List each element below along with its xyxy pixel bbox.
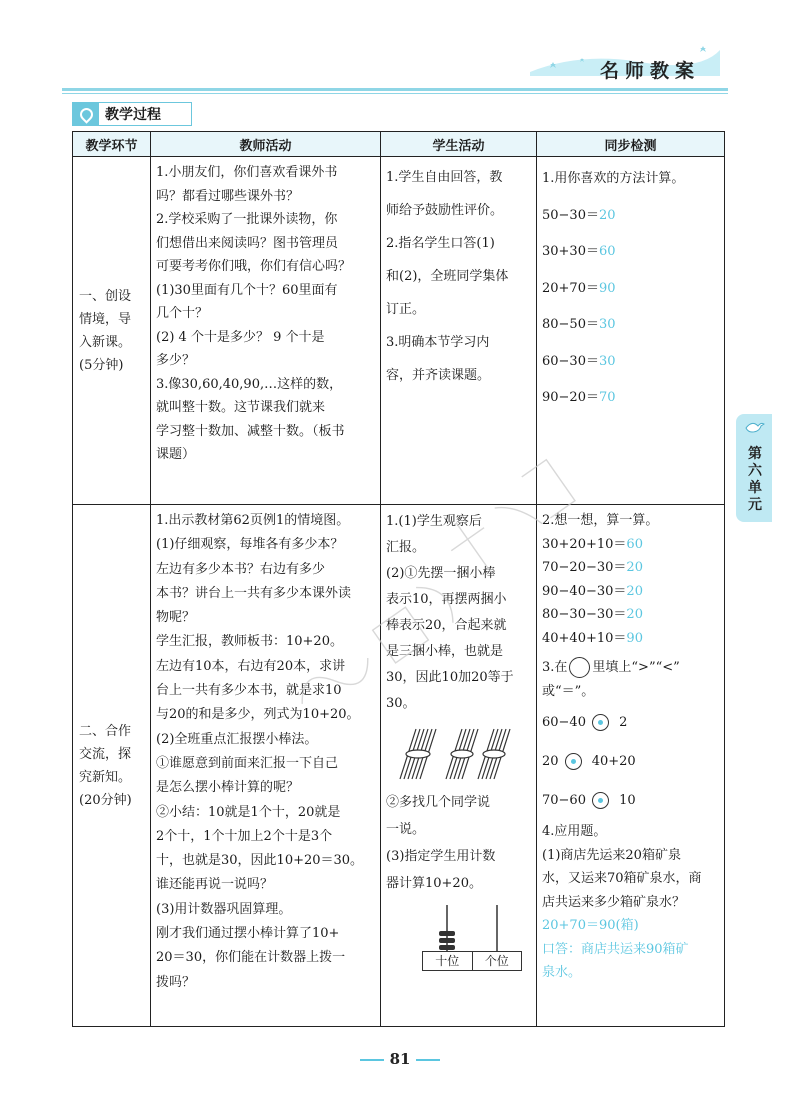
word-problem-title: 4.应用题。: [542, 824, 607, 839]
answer-circle-icon: [592, 792, 609, 809]
stick-bundles-illustration: [388, 723, 528, 785]
header-phase: 教学环节: [73, 132, 151, 157]
location-pin-icon: [73, 103, 99, 125]
check-cell: [537, 157, 725, 505]
text-line: 师给予鼓励性评价。: [386, 203, 504, 218]
text-line: 和(2)，全班同学集体: [386, 269, 509, 284]
header-title: 名师教案: [600, 60, 701, 82]
phase-line: 二、合作: [79, 723, 132, 739]
table-header-row: [73, 132, 725, 157]
check-item: 80−50＝30: [542, 317, 616, 332]
text-line: 就叫整十数。这节课我们就来: [156, 400, 326, 415]
answer-text: 20: [626, 560, 643, 575]
phase-line: 究新知。: [79, 769, 132, 785]
text-line: ②多找几个同学说: [386, 795, 491, 810]
text-line: 学习整十数加、减整十数。（板书: [156, 423, 345, 439]
answer-text: 20: [626, 607, 643, 622]
text-line: (1)商店先运来20箱矿泉: [542, 847, 681, 863]
text-line: 学生汇报，教师板书：10+20。: [156, 634, 343, 650]
answer-text: 20: [598, 207, 616, 223]
phase-line: (5分钟): [79, 357, 124, 373]
footer-dash-right: [416, 1059, 440, 1061]
abacus-tens-label: 十位: [423, 952, 473, 970]
text-line: 物呢？: [156, 610, 196, 626]
text-line: 1.小朋友们，你们喜欢看课外书: [156, 165, 338, 180]
phase-line: (20分钟): [79, 792, 132, 808]
answer-text: 20+70＝90(箱): [542, 918, 639, 933]
abacus-rods: [422, 903, 522, 951]
phase-line: 入新课。: [79, 334, 132, 350]
compare-item: 60−40 2: [542, 715, 628, 730]
answer-text: 30: [598, 353, 616, 369]
text-line: (3)用计数器巩固算理。: [156, 901, 292, 917]
lesson-table: [72, 131, 725, 1027]
table-row: [73, 157, 725, 505]
text-line: 课题）: [156, 447, 196, 462]
check-item: 30+20+10＝60: [542, 536, 643, 552]
header-rule: [62, 88, 728, 91]
footer-dash-left: [360, 1059, 384, 1061]
text-line: 谁还能再说一说吗？: [156, 877, 274, 893]
answer-text: 60: [626, 536, 643, 552]
stick-bundle: [400, 729, 436, 779]
text-line: 20＝30，你们能在计数器上拨一: [156, 950, 346, 966]
text-line: 容，并齐读课题。: [386, 368, 491, 383]
bird-icon: [744, 418, 766, 434]
text-line: 本书？讲台上一共有多少本课外读: [156, 585, 352, 601]
compare-item: 70−60 10: [542, 793, 636, 808]
abacus: [422, 903, 522, 969]
answer-text: 90: [626, 630, 643, 646]
header-student: 学生活动: [381, 132, 537, 157]
check-item: 90−20＝70: [542, 390, 616, 405]
compare-item: 20 40+20: [542, 754, 636, 769]
text-line: 们想借出来阅读吗？图书管理员: [156, 235, 339, 251]
student-activity-cell: [381, 157, 537, 505]
abacus-ones-label: 个位: [484, 954, 509, 968]
check-item: 70−20−30＝20: [542, 560, 643, 575]
stick-bundle: [478, 729, 510, 779]
text-line: 与20的和是多少，列式为10+20。: [156, 707, 360, 723]
page-number: 81: [389, 1050, 411, 1068]
table-row: [73, 505, 725, 1027]
text-line: 30，因此10加20等于: [386, 670, 514, 685]
text-line: ①谁愿意到前面来汇报一下自己: [156, 755, 339, 771]
text-line: 刚才我们通过摆小棒计算了10+: [156, 926, 340, 942]
text-line: 棒表示20，合起来就: [386, 618, 507, 633]
text-line: 汇报。: [386, 540, 426, 555]
phase-cell: [73, 505, 151, 1027]
header-rule-thin: [62, 93, 728, 94]
answer-text: 60: [598, 244, 616, 259]
text-line: 一说。: [386, 822, 426, 837]
text-line: 拨吗？: [156, 974, 196, 990]
text-line: 订正。: [386, 302, 426, 317]
text-line: 3.明确本节学习内: [386, 335, 490, 350]
text-line: 器计算10+20。: [386, 876, 482, 891]
text-line: (2) 4 个十是多少？ 9 个十是: [156, 329, 325, 345]
text-line: 1.(1)学生观察后: [386, 514, 482, 529]
answer-text: 70: [598, 390, 616, 405]
text-line: 多少？: [156, 353, 196, 368]
check-item: 50−30＝20: [542, 207, 616, 223]
text-line: (3)指定学生用计数: [386, 849, 496, 864]
text-line: 是怎么摆小棒计算的呢？: [156, 780, 300, 796]
text-line: (1)30里面有几个十？60里面有: [156, 282, 338, 298]
text-line: (2)全班重点汇报摆小棒法。: [156, 731, 318, 747]
phase-cell: [73, 157, 151, 505]
check-cell: [537, 505, 725, 1027]
student-activity-cell: [381, 505, 537, 1027]
check-title: 1.用你喜欢的方法计算。: [542, 171, 685, 186]
stick-bundle: [446, 729, 478, 779]
text-line: (1)仔细观察，每堆各有多少本？: [156, 537, 344, 553]
text-line: 左边有10本，右边有20本，求讲: [156, 658, 346, 674]
text-line: 3.像30,60,40,90,…这样的数，: [156, 376, 343, 392]
text-line: 是三捆小棒，也就是: [386, 644, 504, 659]
text-line: 十，也就是30，因此10+20＝30。: [156, 853, 364, 869]
page-footer: [0, 1050, 800, 1068]
check-title: 2.想一想，算一算。: [542, 513, 659, 528]
text-line: 表示10，再摆两捆小: [386, 592, 507, 607]
phase-line: 交流，探: [79, 746, 132, 762]
answer-circle-icon: [592, 714, 609, 731]
text-line: 2.学校采购了一批课外读物，你: [156, 212, 338, 227]
check-item: 60−30＝30: [542, 353, 616, 369]
check-item: 30+30＝60: [542, 244, 616, 259]
text-line: (2)①先摆一捆小棒: [386, 566, 496, 581]
text-line: ②小结：10就是1个十，20就是: [156, 804, 341, 820]
text-line: 1.出示教材第62页例1的情境图。: [156, 513, 350, 528]
text-line: 1.学生自由回答，教: [386, 170, 503, 185]
phase-line: 一、创设: [79, 288, 132, 304]
unit-side-tab-text: 第六单元: [748, 446, 762, 513]
answer-text: 30: [598, 317, 616, 332]
circle-blank-icon: [569, 657, 590, 678]
text-line: 30。: [386, 696, 416, 711]
answer-circle-icon: [565, 753, 582, 770]
header-check: 同步检测: [537, 132, 725, 157]
teacher-activity-cell: [151, 505, 381, 1027]
text-line: 台上一共有多少本书，就是求10: [156, 683, 342, 699]
answer-text: 90: [598, 280, 616, 296]
text-line: 左边有多少本书？右边有多少: [156, 561, 326, 577]
text-line: 几个十？: [156, 306, 209, 321]
section-label-text: 教学过程: [105, 107, 161, 123]
compare-question-line2: 或“＝”。: [542, 683, 595, 699]
check-item: 90−40−30＝20: [542, 583, 643, 599]
text-line: 可要考考你们哦，你们有信心吗？: [156, 259, 352, 274]
header-teacher: 教师活动: [151, 132, 381, 157]
answer-text: 泉水。: [542, 965, 582, 980]
check-item: 20+70＝90: [542, 280, 616, 296]
phase-line: 情境，导: [79, 311, 132, 327]
compare-question: 3.在 里填上“>”“<”: [542, 656, 719, 680]
text-line: 水，又运来70箱矿泉水，商: [542, 871, 702, 886]
text-line: 店共运来多少箱矿泉水？: [542, 894, 686, 910]
text-line: 2个十，1个十加上2个十是3个: [156, 828, 333, 844]
teacher-activity-cell: [151, 157, 381, 505]
text-line: 吗？都看过哪些课外书？: [156, 188, 300, 204]
text-line: 2.指名学生口答(1): [386, 236, 495, 251]
answer-text: 口答：商店共运来90箱矿: [542, 941, 689, 957]
section-label: [72, 102, 192, 126]
check-item: 80−30−30＝20: [542, 607, 643, 622]
answer-text: 20: [626, 583, 643, 599]
check-item: 40+40+10＝90: [542, 630, 643, 646]
